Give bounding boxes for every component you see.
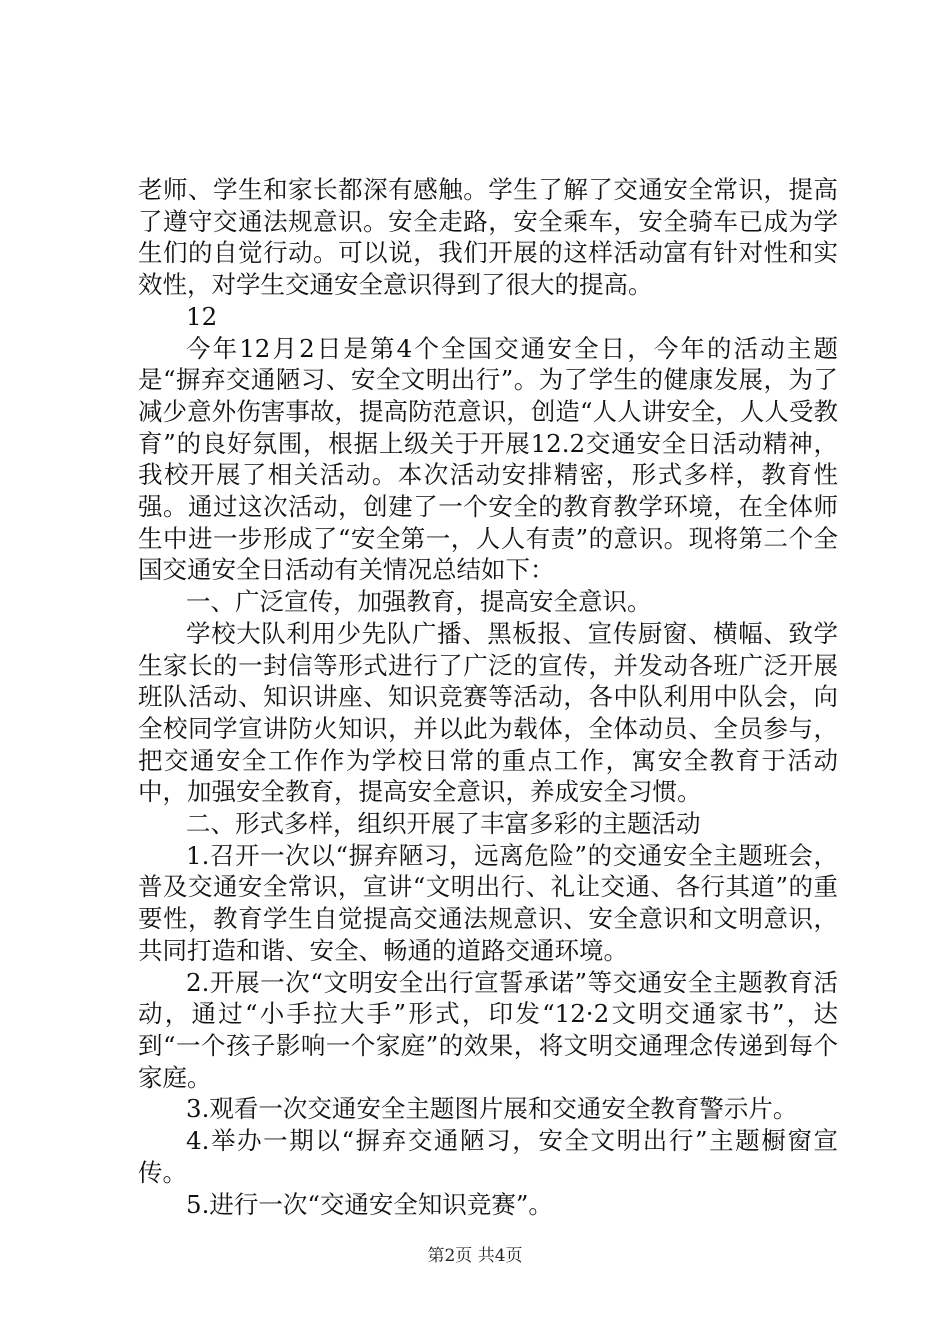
paragraph-section-1: 学校大队利用少先队广播、黑板报、宣传厨窗、横幅、致学生家长的一封信等形式进行了广泛的宣传，并发动各班广泛开展班队活动、知识讲座、知识竞赛等活动，各中队利用中队会，向全校同学宣讲防火知识，并以此为载体，全体动员、全员参与，把交通安全工作作为学校日常的重点工作，寓安全教育于活动中，加强安全教育，提高安全意识，养成安全习惯。 — [138, 618, 838, 807]
section-heading-1: 一、广泛宣传，加强教育，提高安全意识。 — [186, 587, 652, 617]
paragraph-intro: 今年12月2日是第4个全国交通安全日，今年的活动主题是“摒弃交通陋习、安全文明出行”。为了学生的健康发展，为了减少意外伤害事故，提高防范意识，创造“人人讲安全，人人受教育”的良好氛围，根据上级关于开展12.2交通安全日活动精神，我校开展了相关活动。本次活动安排精密，形式多样，教育性强。通过这次活动，创建了一个安全的教育教学环境，在全体师生中进一步形成了“安全第一，人人有责”的意识。现将第二个全国交通安全日活动有关情况总结如下： — [138, 333, 838, 585]
list-item-4: 4.举办一期以“摒弃交通陋习，安全文明出行”主题橱窗宣传。 — [138, 1126, 838, 1187]
paragraph-date-heading: 12 — [186, 301, 218, 331]
document-body — [138, 174, 838, 1220]
section-heading-2: 二、形式多样，组织开展了丰富多彩的主题活动 — [186, 809, 701, 839]
page-footer: 第2页 共4页 — [427, 1246, 523, 1266]
list-item-2: 2.开展一次“文明安全出行宣誓承诺”等交通安全主题教育活动，通过“小手拉大手”形式，印发“12·2文明交通家书”，达到“一个孩子影响一个家庭”的效果，将文明交通理念传递到每个家庭。 — [138, 967, 838, 1092]
list-item-5: 5.进行一次“交通安全知识竞赛”。 — [186, 1189, 553, 1219]
paragraph-continuation: 老师、学生和家长都深有感触。学生了解了交通安全常识，提高了遵守交通法规意识。安全走路，安全乘车，安全骑车已成为学生们的自觉行动。可以说，我们开展的这样活动富有针对性和实效性，对学生交通安全意识得到了很大的提高。 — [138, 175, 838, 300]
list-item-3: 3.观看一次交通安全主题图片展和交通安全教育警示片。 — [186, 1094, 798, 1124]
list-item-1: 1.召开一次以“摒弃陋习，远离危险”的交通安全主题班会，普及交通安全常识，宣讲“文明出行、礼让交通、各行其道”的重要性，教育学生自觉提高交通法规意识、安全意识和文明意识，共同打造和谐、安全、畅通的道路交通环境。 — [138, 840, 838, 965]
